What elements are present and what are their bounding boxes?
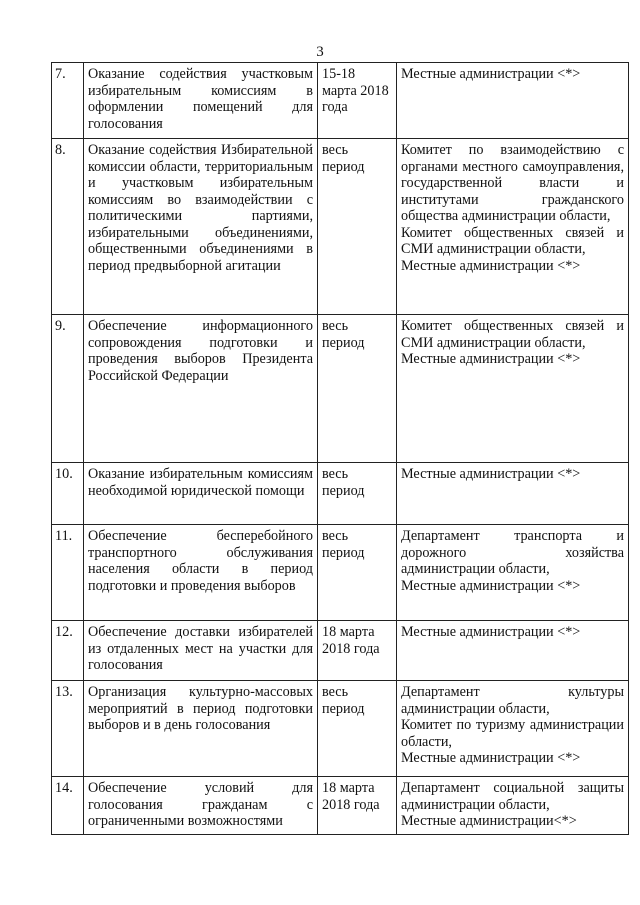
row-number: 14. <box>52 777 84 835</box>
term-cell: весь период <box>318 139 397 315</box>
task-cell: Обеспечение доставки избирателей из отдаленных мест на участки для голосования <box>84 621 318 681</box>
term-cell: весь период <box>318 525 397 621</box>
term-cell: 18 марта 2018 года <box>318 777 397 835</box>
row-number: 12. <box>52 621 84 681</box>
task-cell: Обеспечение информационного сопровождения подготовки и проведения выборов Президента Российской Федерации <box>84 315 318 463</box>
row-number: 11. <box>52 525 84 621</box>
responsible-cell: Департамент транспорта и дорожного хозяйства администрации области, Местные администрации <*> <box>397 525 629 621</box>
table-row <box>52 777 629 835</box>
responsible-cell: Департамент культуры администрации области, Комитет по туризму администрации области, Местные администрации <*> <box>397 681 629 777</box>
page-number: 3 <box>316 44 324 60</box>
task-cell: Обеспечение бесперебойного транспортного обслуживания населения области в период подготовки и проведения выборов <box>84 525 318 621</box>
measures-table <box>51 62 629 835</box>
responsible-cell: Департамент социальной защиты администрации области, Местные администрации<*> <box>397 777 629 835</box>
table-row <box>52 315 629 463</box>
row-number: 13. <box>52 681 84 777</box>
term-cell: весь период <box>318 681 397 777</box>
row-number: 7. <box>52 63 84 139</box>
row-number: 10. <box>52 463 84 525</box>
responsible-cell: Комитет общественных связей и СМИ администрации области, Местные администрации <*> <box>397 315 629 463</box>
responsible-cell: Местные администрации <*> <box>397 463 629 525</box>
task-cell: Оказание содействия участковым избирательным комиссиям в оформлении помещений для голосования <box>84 63 318 139</box>
task-cell: Организация культурно-массовых мероприятий в период подготовки выборов и в день голосования <box>84 681 318 777</box>
task-cell: Обеспечение условий для голосования гражданам с ограниченными возможностями <box>84 777 318 835</box>
table-row <box>52 139 629 315</box>
responsible-cell: Местные администрации <*> <box>397 621 629 681</box>
term-cell: весь период <box>318 463 397 525</box>
table-row <box>52 525 629 621</box>
table-row <box>52 63 629 139</box>
row-number: 8. <box>52 139 84 315</box>
task-cell: Оказание избирательным комиссиям необходимой юридической помощи <box>84 463 318 525</box>
table-row <box>52 681 629 777</box>
responsible-cell: Местные администрации <*> <box>397 63 629 139</box>
table-row <box>52 463 629 525</box>
term-cell: 18 марта 2018 года <box>318 621 397 681</box>
responsible-cell: Комитет по взаимодействию с органами местного самоуправления, государственной власти и институтами гражданского общества администрации области, Комитет общественных связей и СМИ администрации области, Местные администрации <*> <box>397 139 629 315</box>
term-cell: 15-18 марта 2018 года <box>318 63 397 139</box>
term-cell: весь период <box>318 315 397 463</box>
row-number: 9. <box>52 315 84 463</box>
table-row <box>52 621 629 681</box>
task-cell: Оказание содействия Избирательной комиссии области, территориальным и участковым избирательным комиссиям во взаимодействии с политическими партиями, избирательными объединениями, общественными объединениями в период предвыборной агитации <box>84 139 318 315</box>
